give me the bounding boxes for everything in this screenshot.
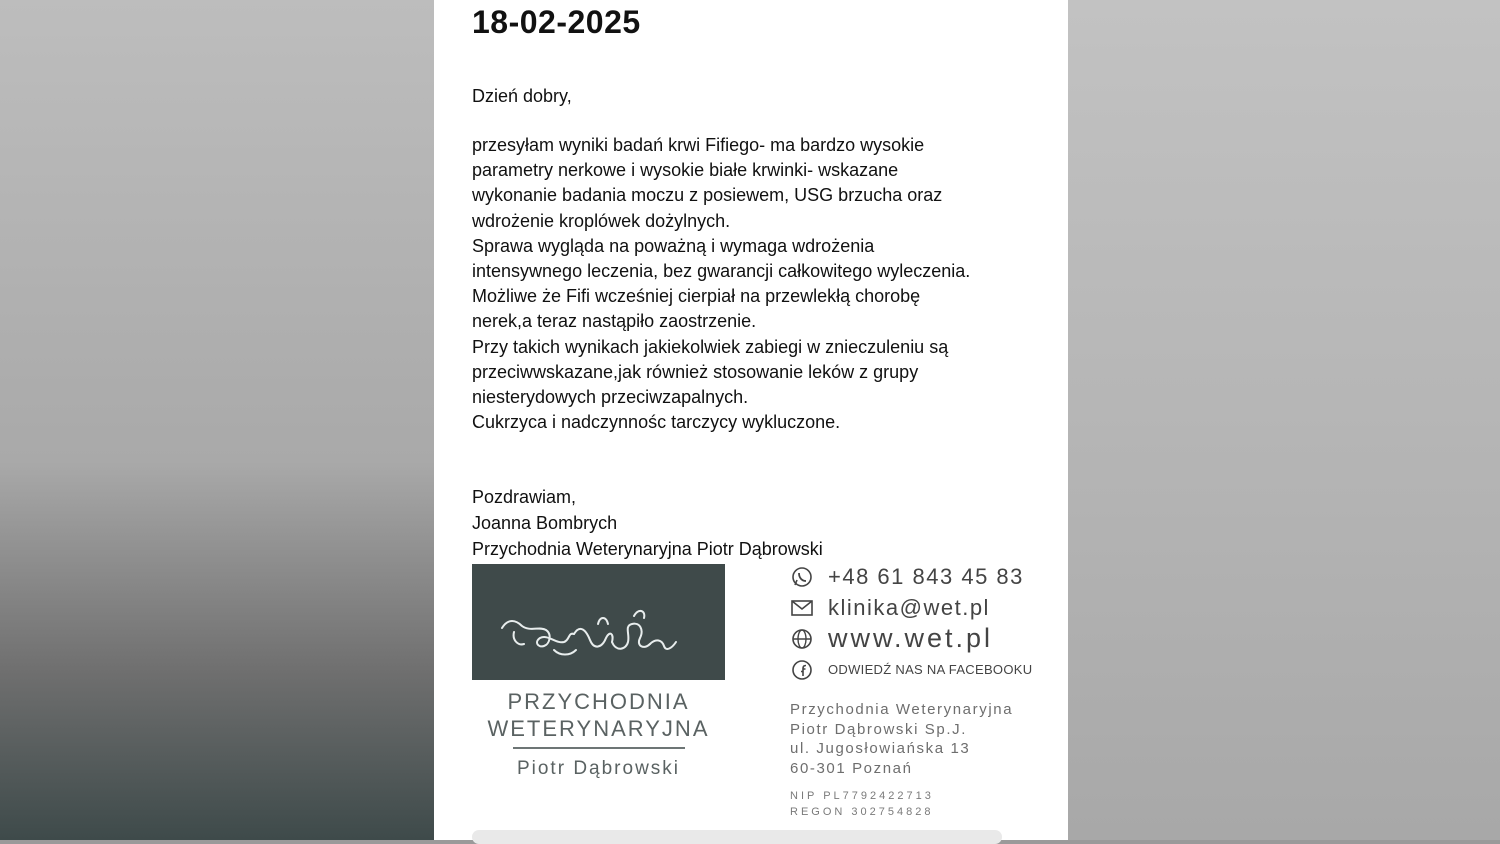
regon-number: REGON 302754828 (790, 806, 934, 818)
address-line: 60-301 Poznań (790, 759, 913, 777)
blurred-background-right (1068, 0, 1500, 840)
contact-list (790, 561, 1032, 685)
letter-body (472, 133, 1052, 435)
globe-icon (790, 627, 814, 651)
wordmark-divider (513, 747, 685, 749)
letter-date: 18-02-2025 (472, 4, 641, 40)
body-line: parametry nerkowe i wysokie białe krwinki- wskazane (472, 160, 899, 181)
contact-facebook (790, 654, 1032, 685)
body-line: Możliwe że Fifi wcześniej cierpiał na przewlekłą chorobę (472, 286, 921, 307)
body-line: wdrożenie kroplówek dożylnych. (472, 210, 731, 231)
email-address[interactable]: klinika@wet.pl (828, 594, 990, 620)
contact-phone (790, 561, 1032, 592)
facebook-link[interactable]: ODWIEDŹ NAS NA FACEBOOKU (828, 662, 1033, 677)
contact-email (790, 592, 1032, 623)
wordmark-owner: Piotr Dąbrowski (516, 758, 681, 779)
clinic-logo (472, 564, 725, 680)
company-ids (790, 788, 934, 820)
sender-name: Joanna Bombrych (472, 513, 618, 533)
body-line: intensywnego leczenia, bez gwarancji całkowitego wyleczenia. (472, 261, 971, 282)
letter-closing (472, 484, 823, 562)
letter-greeting: Dzień dobry, (472, 86, 572, 106)
website-link[interactable]: www.wet.pl (828, 623, 994, 653)
address-line: ul. Jugosłowiańska 13 (790, 740, 971, 757)
email-letter (434, 0, 1068, 840)
bottom-bar (472, 830, 1002, 844)
sender-clinic: Przychodnia Weterynaryjna Piotr Dąbrowski (472, 539, 823, 559)
body-line: wykonanie badania moczu z posiewem, USG brzucha oraz (472, 185, 943, 206)
animal-line-art-icon (494, 604, 694, 664)
contact-website (790, 623, 1032, 654)
facebook-icon (790, 658, 814, 682)
wordmark-line-2: WETERYNARYJNA (487, 716, 710, 741)
wordmark-line-1: PRZYCHODNIA (507, 689, 690, 714)
body-line: Przy takich wynikach jakiekolwiek zabiegi w znieczuleniu są (472, 336, 949, 357)
nip-number: NIP PL7792422713 (790, 790, 934, 802)
whatsapp-icon (790, 565, 814, 589)
closing-salutation: Pozdrawiam, (472, 487, 577, 507)
body-line: niesterydowych przeciwzapalnych. (472, 387, 749, 408)
address-line: Przychodnia Weterynaryjna (790, 701, 1014, 718)
clinic-wordmark (472, 688, 725, 782)
body-line: nerek,a teraz nastąpiło zaostrzenie. (472, 311, 757, 332)
clinic-address (790, 700, 1013, 778)
blurred-background-left (0, 0, 434, 840)
body-line: Cukrzyca i nadczynnośc tarczycy wykluczone. (472, 412, 841, 433)
address-line: Piotr Dąbrowski Sp.J. (790, 720, 967, 738)
body-line: Sprawa wygląda na poważną i wymaga wdrożenia (472, 235, 875, 256)
phone-number[interactable]: +48 61 843 45 83 (828, 563, 1024, 589)
body-line: przesyłam wyniki badań krwi Fifiego- ma bardzo wysokie (472, 135, 925, 155)
body-line: przeciwwskazane,jak również stosowanie leków z grupy (472, 361, 919, 382)
mail-icon (790, 596, 814, 620)
